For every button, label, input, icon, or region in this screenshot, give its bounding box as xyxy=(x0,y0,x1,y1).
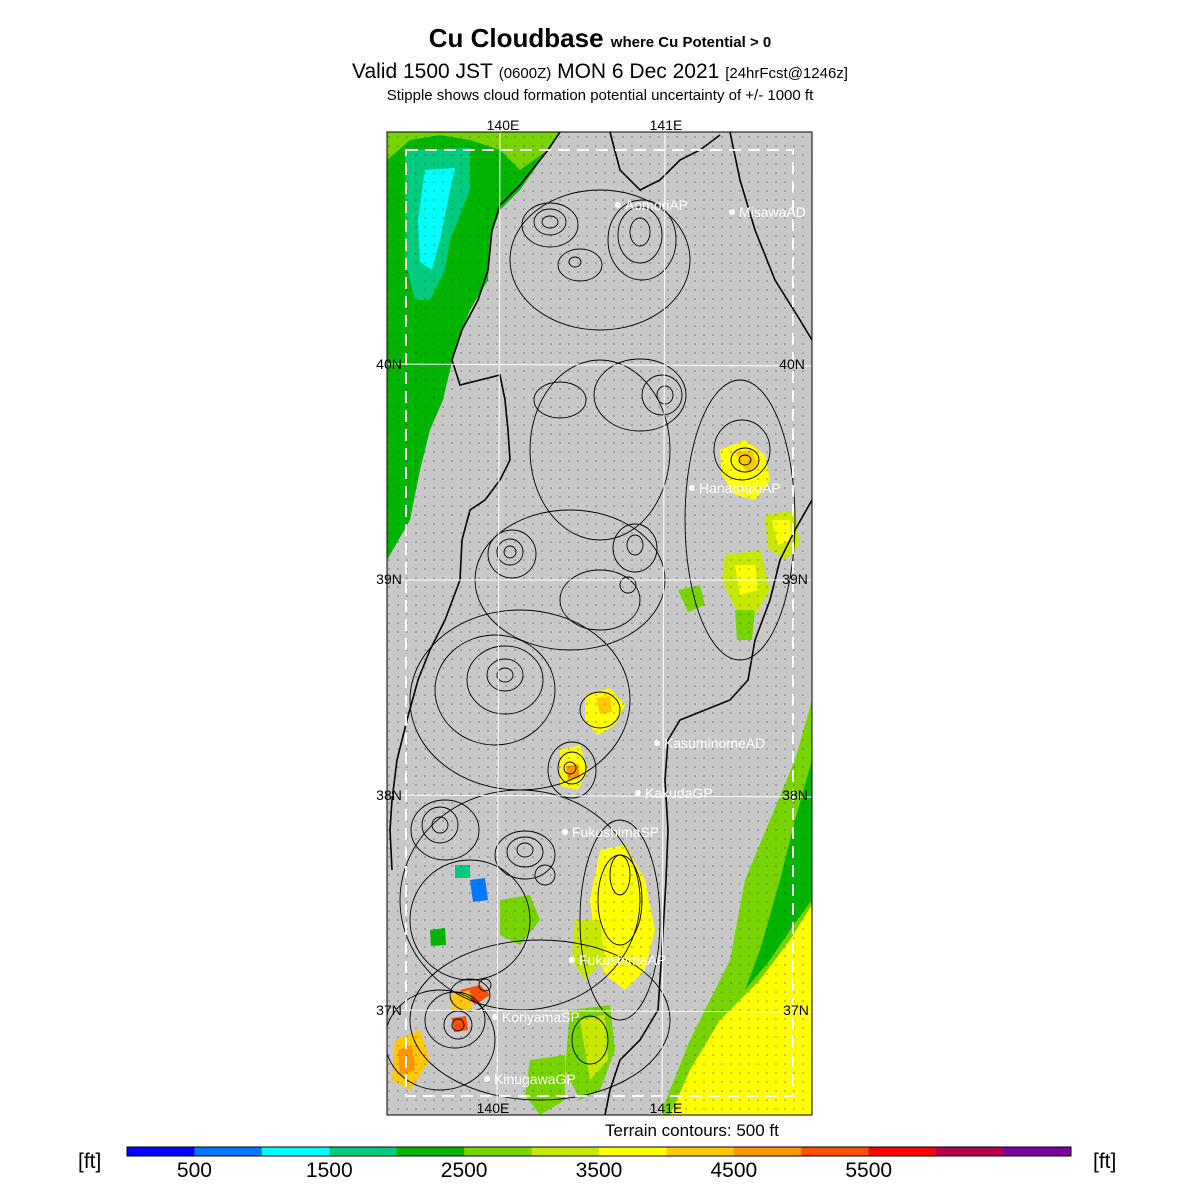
lat-label-38n-left: 38N xyxy=(376,787,402,803)
valid-zulu: (0600Z) xyxy=(498,65,552,82)
unit-label-left: [ft] xyxy=(78,1150,102,1173)
station-label: KasuminomeAD xyxy=(664,735,766,751)
station-aomoriap[interactable] xyxy=(615,197,688,213)
lat-label-40n-right: 40N xyxy=(779,356,805,372)
color-scale-label: 4500 xyxy=(710,1159,758,1182)
lat-label-40n-left: 40N xyxy=(376,356,402,372)
lat-label-37n-right: 37N xyxy=(783,1002,809,1018)
station-label: HanamakiAP xyxy=(699,480,781,496)
color-scale-label: 1500 xyxy=(305,1159,353,1182)
color-scale-label: 500 xyxy=(176,1159,212,1182)
terrain-contour-note: Terrain contours: 500 ft xyxy=(605,1121,779,1140)
station-kinugawagp[interactable] xyxy=(484,1071,576,1087)
lon-label-141e-top: 141E xyxy=(649,117,683,133)
valid-date: MON 6 Dec 2021 xyxy=(557,60,720,83)
station-label: FukushimaSP xyxy=(572,824,660,840)
station-marker xyxy=(484,1076,490,1082)
lon-label-141e-bottom: 141E xyxy=(649,1100,683,1116)
station-misawaad[interactable] xyxy=(729,204,806,220)
station-label: AomoriAP xyxy=(625,197,689,213)
station-marker xyxy=(689,485,695,491)
station-label: MisawaAD xyxy=(739,204,806,220)
station-marker xyxy=(615,202,621,208)
lon-label-140e-bottom: 140E xyxy=(476,1100,510,1116)
unit-label-right: [ft] xyxy=(1093,1150,1117,1173)
lon-label-140e-top: 140E xyxy=(486,117,520,133)
stipple-note: Stipple shows cloud formation potential uncertainty of +/- 1000 ft xyxy=(386,87,814,104)
lat-label-39n-left: 39N xyxy=(376,571,402,587)
valid-prefix: Valid 1500 JST xyxy=(352,60,493,83)
station-label: KakudaGP xyxy=(645,785,713,801)
station-marker xyxy=(654,740,660,746)
lat-label-39n-right: 39N xyxy=(782,571,808,587)
color-scale-label: 3500 xyxy=(575,1159,623,1182)
station-kakudagp[interactable] xyxy=(635,785,713,801)
station-koriyamasp[interactable] xyxy=(492,1009,580,1025)
title-text: Cu Cloudbase xyxy=(428,23,604,53)
station-fukushimaap[interactable] xyxy=(569,952,666,968)
color-scale-label: 5500 xyxy=(845,1159,893,1182)
station-kasuminomead[interactable] xyxy=(654,735,765,751)
lat-label-37n-left: 37N xyxy=(376,1002,402,1018)
station-label: FukushimaAP xyxy=(579,952,667,968)
station-marker xyxy=(569,957,575,963)
color-scale-label: 2500 xyxy=(440,1159,488,1182)
station-hanamakiap[interactable] xyxy=(689,480,781,496)
station-label: KoriyamaSP xyxy=(502,1009,580,1025)
station-marker xyxy=(635,790,641,796)
station-fukushimasp[interactable] xyxy=(562,824,659,840)
forecast-info: [24hrFcst@1246z] xyxy=(725,65,848,82)
station-marker xyxy=(492,1014,498,1020)
title-suffix: where Cu Potential > 0 xyxy=(610,34,772,51)
station-marker xyxy=(729,209,735,215)
station-marker xyxy=(562,829,568,835)
station-label: KinugawaGP xyxy=(494,1071,576,1087)
lat-label-38n-right: 38N xyxy=(782,787,808,803)
